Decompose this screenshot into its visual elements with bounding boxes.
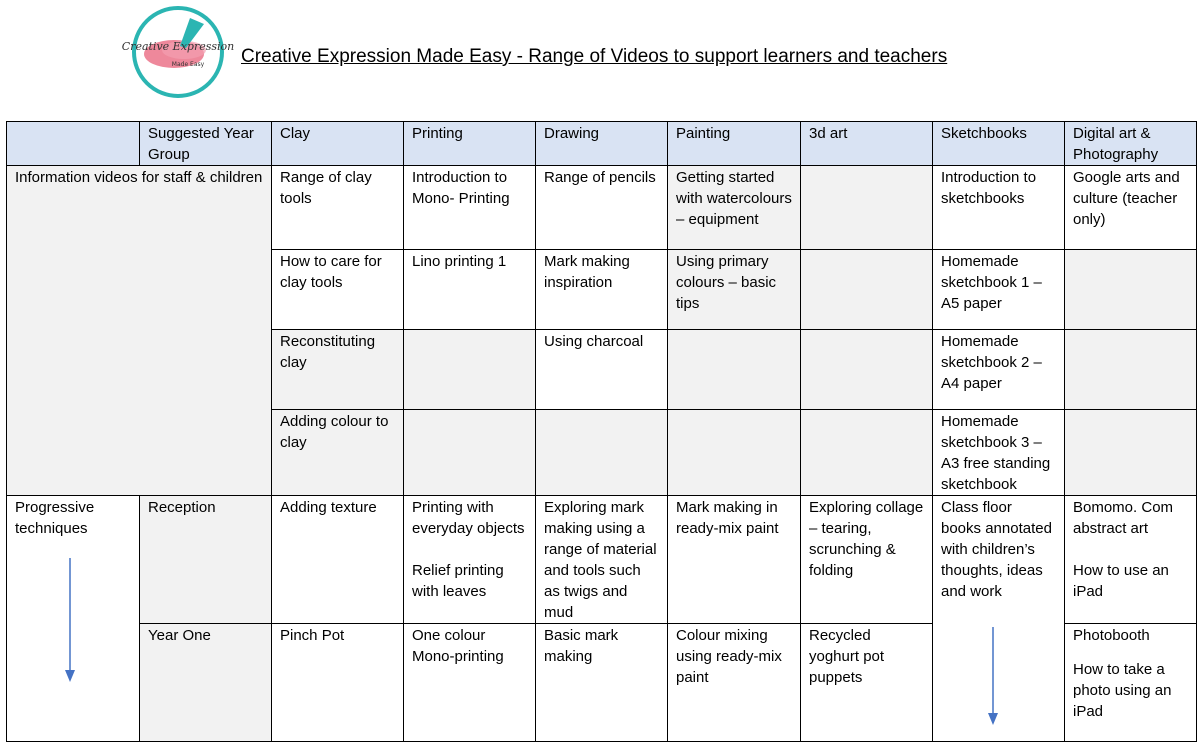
cell-digital <box>1065 624 1197 742</box>
progressive-techniques-label: Progressive techniques <box>7 496 140 742</box>
cell-3d-art <box>801 410 933 496</box>
cell-3d-art: Exploring collage – tearing, scrunching & folding <box>801 496 933 624</box>
svg-text:Creative Expression: Creative Expression <box>121 40 235 53</box>
document-title: Creative Expression Made Easy - Range of Videos to support learners and teachers <box>241 46 948 67</box>
cell-printing <box>404 410 536 496</box>
cell-digital <box>1065 250 1197 330</box>
cell-sketchbooks: Introduction to sketchbooks <box>933 166 1065 250</box>
cell-sketchbooks: Homemade sketchbook 2 – A4 paper <box>933 330 1065 410</box>
cell-digital <box>1065 410 1197 496</box>
header-3d-art: 3d art <box>801 122 933 166</box>
info-videos-label: Information videos for staff & children <box>7 166 272 496</box>
cell-year-one: Year One <box>140 624 272 742</box>
svg-text:Made Easy: Made Easy <box>171 61 205 68</box>
printing-item-2: Relief printing with leaves <box>412 562 504 600</box>
cell-sketchbooks: Homemade sketchbook 3 – A3 free standing sketchbook <box>933 410 1065 496</box>
progression-arrow-down-icon <box>62 558 78 684</box>
printing-item-1: Printing with everyday objects <box>412 499 525 537</box>
cell-year-reception: Reception <box>140 496 272 624</box>
header-painting: Painting <box>668 122 801 166</box>
digital-item-2: How to take a photo using an iPad <box>1073 661 1172 720</box>
digital-item-2: How to use an iPad <box>1073 562 1169 600</box>
cell-3d-art <box>801 250 933 330</box>
cell-printing: Lino printing 1 <box>404 250 536 330</box>
cell-drawing: Basic mark making <box>536 624 668 742</box>
cell-painting <box>668 410 801 496</box>
cell-digital <box>1065 496 1197 624</box>
cell-clay: Adding colour to clay <box>272 410 404 496</box>
cell-drawing: Mark making inspiration <box>536 250 668 330</box>
cell-drawing <box>536 410 668 496</box>
cell-3d-art <box>801 166 933 250</box>
cell-drawing: Exploring mark making using a range of material and tools such as twigs and mud <box>536 496 668 624</box>
cell-printing: One colour Mono-printing <box>404 624 536 742</box>
cell-clay: How to care for clay tools <box>272 250 404 330</box>
header-corner <box>7 122 140 166</box>
cell-painting: Mark making in ready-mix paint <box>668 496 801 624</box>
cell-printing <box>404 496 536 624</box>
header-drawing: Drawing <box>536 122 668 166</box>
digital-item-1: Bomomo. Com abstract art <box>1073 499 1174 537</box>
table-row <box>7 166 1197 250</box>
cell-sketchbooks: Homemade sketchbook 1 – A5 paper <box>933 250 1065 330</box>
cell-clay: Adding texture <box>272 496 404 624</box>
cell-digital <box>1065 330 1197 410</box>
cell-clay: Range of clay tools <box>272 166 404 250</box>
cell-painting: Colour mixing using ready-mix paint <box>668 624 801 742</box>
cell-drawing: Using charcoal <box>536 330 668 410</box>
digital-item-1: Photobooth <box>1073 627 1150 644</box>
cell-drawing: Range of pencils <box>536 166 668 250</box>
cell-printing <box>404 330 536 410</box>
header-printing: Printing <box>404 122 536 166</box>
header-digital-art: Digital art & Photography <box>1065 122 1197 166</box>
cell-clay: Pinch Pot <box>272 624 404 742</box>
header-sketchbooks: Sketchbooks <box>933 122 1065 166</box>
header-year-group: Suggested Year Group <box>140 122 272 166</box>
cell-3d-art: Recycled yoghurt pot puppets <box>801 624 933 742</box>
sketchbooks-arrow-down-icon <box>985 627 1001 727</box>
video-range-table <box>6 121 1197 742</box>
cell-digital: Google arts and culture (teacher only) <box>1065 166 1197 250</box>
cell-painting <box>668 330 801 410</box>
header-clay: Clay <box>272 122 404 166</box>
cell-painting: Getting started with watercolours – equipment <box>668 166 801 250</box>
cell-sketchbooks: Class floor books annotated with children’s thoughts, ideas and work <box>933 496 1065 742</box>
header-row <box>7 122 1197 166</box>
cell-painting: Using primary colours – basic tips <box>668 250 801 330</box>
cell-3d-art <box>801 330 933 410</box>
cell-clay: Reconstituting clay <box>272 330 404 410</box>
cell-printing: Introduction to Mono- Printing <box>404 166 536 250</box>
table-row <box>7 496 1197 624</box>
creative-expression-logo <box>121 4 235 100</box>
